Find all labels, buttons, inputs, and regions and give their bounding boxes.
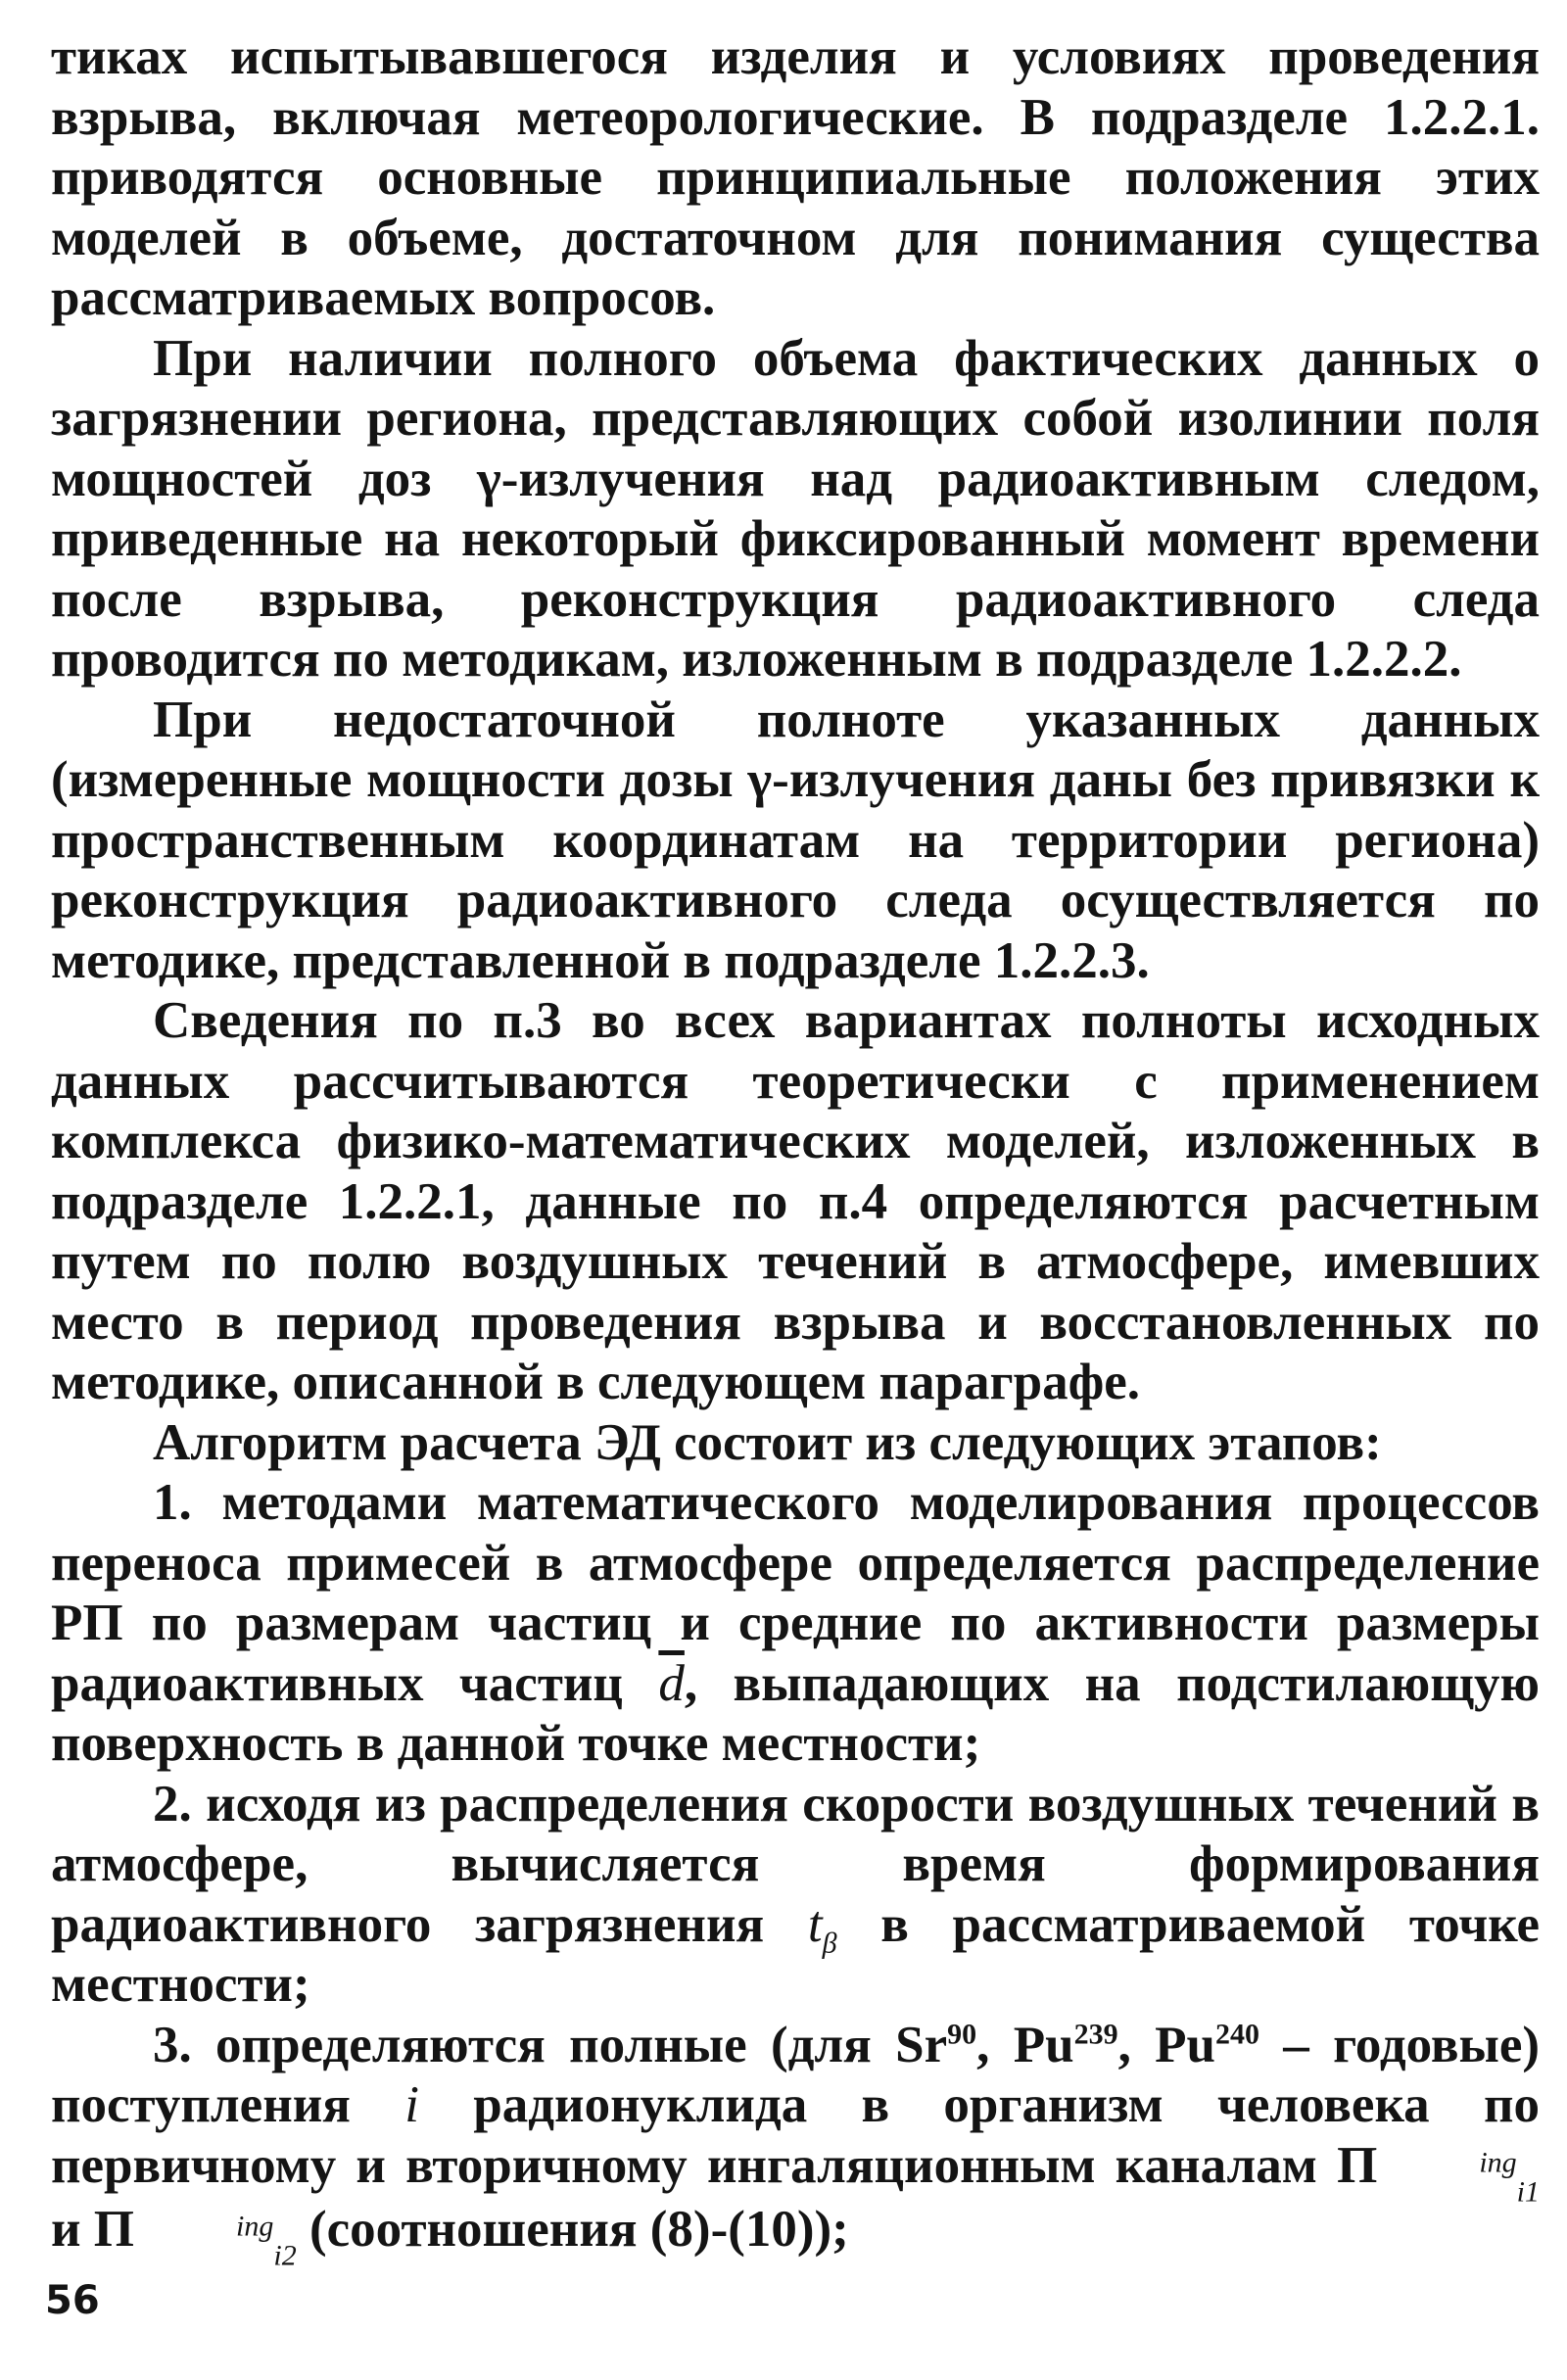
- step-1-text-after: , выпадающих на подстилающую поверхность в данной точке местности;: [51, 1654, 1540, 1772]
- algorithm-step-2: [51, 1775, 1540, 2016]
- step-3-text-part-3: , Pu: [1117, 2016, 1215, 2073]
- paragraph-continuation: тиках испытывавшегося изделия и условиях проведения взрыва, включая метеорологические. В подразделе 1.2.2.1. приводятся основные принципиальные положения этих моделей в объеме, достаточном для понимания существа рассматриваемых вопросов.: [51, 28, 1540, 326]
- pi-letter: П: [1337, 2136, 1378, 2194]
- pu239-isotope-superscript: 239: [1073, 2017, 1118, 2050]
- step-1-text-before: 1. методами математического моделирования процессов переноса примесей в атмосфере определяется распределение РП по размерам частиц и средние по активности размеры радиоактивных частиц: [51, 1474, 1540, 1712]
- pi-letter: П: [93, 2200, 135, 2258]
- paragraph-calculation-info: Сведения по п.3 во всех вариантах полноты исходных данных рассчитываются теоретически с применением комплекса физико-математических моделей, изложенных в подразделе 1.2.2.1, данные по п.4 определяются расчетным путем по полю воздушных течений в атмосфере, имевших место в период проведения взрыва и восстановленных по методике, описанной в следующем параграфе.: [51, 992, 1540, 1410]
- paragraph-full-data: При наличии полного объема фактических данных о загрязнении региона, представляющих собой изолинии поля мощностей доз γ-излучения над радиоактивным следом, приведенные на некоторый фиксированный момент времени после взрыва, реконструкция радиоактивного следа проводится по методикам, изложенным в подразделе 1.2.2.2.: [51, 329, 1540, 688]
- symbol-t: t: [807, 1895, 823, 1953]
- step-2-text-before: 2. исходя из распределения скорости воздушных течений в атмосфере, вычисляется время формирования радиоактивного загрязнения: [51, 1775, 1540, 1953]
- algorithm-step-3: [51, 2016, 1540, 2272]
- step-3-text-part-1: 3. определяются полные (для Sr: [153, 2016, 948, 2073]
- pi-superscript-ing: ing: [1479, 2145, 1517, 2178]
- algorithm-intro: Алгоритм расчета ЭД состоит из следующих этапов:: [153, 1413, 1382, 1471]
- pi-symbol-secondary: [93, 2200, 297, 2272]
- symbol-t-subscript: β: [822, 1927, 837, 1960]
- pi-subscript-i2: i2: [273, 2239, 297, 2272]
- step-3-text-part-2: , Pu: [976, 2016, 1074, 2073]
- symbol-i: i: [404, 2076, 419, 2133]
- pi-superscript-ing: ing: [236, 2209, 274, 2242]
- conjunction-and: и: [51, 2200, 94, 2258]
- step-3-text-part-6: (соотношения (8)-(10));: [296, 2200, 849, 2258]
- page-number: 56: [45, 2278, 100, 2323]
- pu240-isotope-superscript: 240: [1214, 2017, 1259, 2050]
- sr-isotope-superscript: 90: [947, 2017, 977, 2050]
- algorithm-step-1: [51, 1473, 1540, 1775]
- pi-subscript-i1: i1: [1516, 2175, 1540, 2209]
- page-body: [51, 27, 1540, 2272]
- symbol-d-mean: $\overline{d}$: [658, 1654, 685, 1712]
- paragraph-insufficient-data: При недостаточной полноте указанных данных (измеренные мощности дозы γ-излучения даны без привязки к пространственным координатам на территории региона) реконструкция радиоактивного следа осуществляется по методике, представленной в подразделе 1.2.2.3.: [51, 690, 1540, 989]
- step-2-text-after: в рассматриваемой точке местности;: [51, 1895, 1540, 2013]
- step-3-text-part-5: радионуклида в организм человека по первичному и вторичному ингаляционным каналам: [51, 2076, 1540, 2194]
- pi-symbol-primary: [1337, 2136, 1540, 2209]
- pi-indices-primary: [1377, 2145, 1540, 2209]
- step-3-text-part-4: – годовые) поступления: [51, 2016, 1540, 2133]
- pi-indices-secondary: [134, 2209, 297, 2272]
